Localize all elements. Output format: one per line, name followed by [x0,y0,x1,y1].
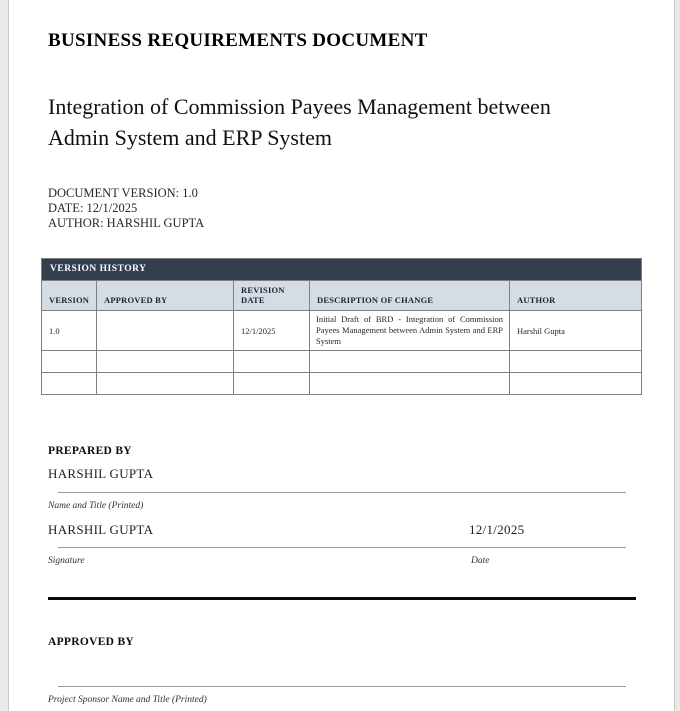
signature-captions [48,556,636,566]
printed-name-line [58,492,626,493]
cell-revision-date [234,373,310,395]
signature-caption: Signature [48,556,85,567]
signature-value: HARSHIL GUPTA [48,522,154,538]
table-row [42,373,642,395]
meta-line-author: AUTHOR: HARSHIL GUPTA [48,216,205,230]
prepared-by-section [48,445,636,566]
cell-version [42,373,97,395]
cell-version: 1.0 [42,311,97,351]
table-header-row [42,281,642,311]
sponsor-name-line [58,686,626,687]
table-caption: VERSION HISTORY [42,259,642,281]
printed-name: HARSHIL GUPTA [48,466,154,482]
cell-revision-date: 12/1/2025 [234,311,310,351]
meta-line-date: DATE: 12/1/2025 [48,201,138,215]
table-row [42,311,642,351]
meta-line-version: DOCUMENT VERSION: 1.0 [48,186,198,200]
approved-by-section [48,636,636,705]
signature-date: 12/1/2025 [469,522,525,538]
doc-title: BUSINESS REQUIREMENTS DOCUMENT [48,30,428,51]
document-page [8,0,675,711]
version-history-table [41,258,642,395]
table-row [42,351,642,373]
column-header-version: VERSION [42,281,97,311]
section-divider [48,597,636,600]
cell-description [310,373,510,395]
sponsor-name-caption: Project Sponsor Name and Title (Printed) [48,695,207,706]
doc-subtitle: Integration of Commission Payees Management between Admin System and ERP System [48,94,551,150]
column-header-author: AUTHOR [510,281,642,311]
cell-version [42,351,97,373]
signature-line [58,547,626,548]
date-caption: Date [471,556,490,567]
cell-author [510,351,642,373]
cell-revision-date [234,351,310,373]
signature-row [48,522,636,537]
column-header-approved-by: APPROVED BY [97,281,234,311]
column-header-description: DESCRIPTION OF CHANGE [310,281,510,311]
cell-description: Initial Draft of BRD - Integration of Commission Payees Management between Admin System and ERP System [310,311,510,351]
table-caption-row [42,259,642,281]
approved-by-heading: APPROVED BY [48,636,135,649]
cell-author [510,373,642,395]
prepared-by-heading: PREPARED BY [48,445,132,458]
cell-approved-by [97,311,234,351]
cell-approved-by [97,351,234,373]
cell-author: Harshil Gupta [510,311,642,351]
cell-description [310,351,510,373]
version-history-section [41,258,674,395]
printed-name-caption: Name and Title (Printed) [48,501,144,512]
doc-meta [48,186,674,231]
column-header-revision-date: REVISION DATE [234,281,310,311]
cell-approved-by [97,373,234,395]
